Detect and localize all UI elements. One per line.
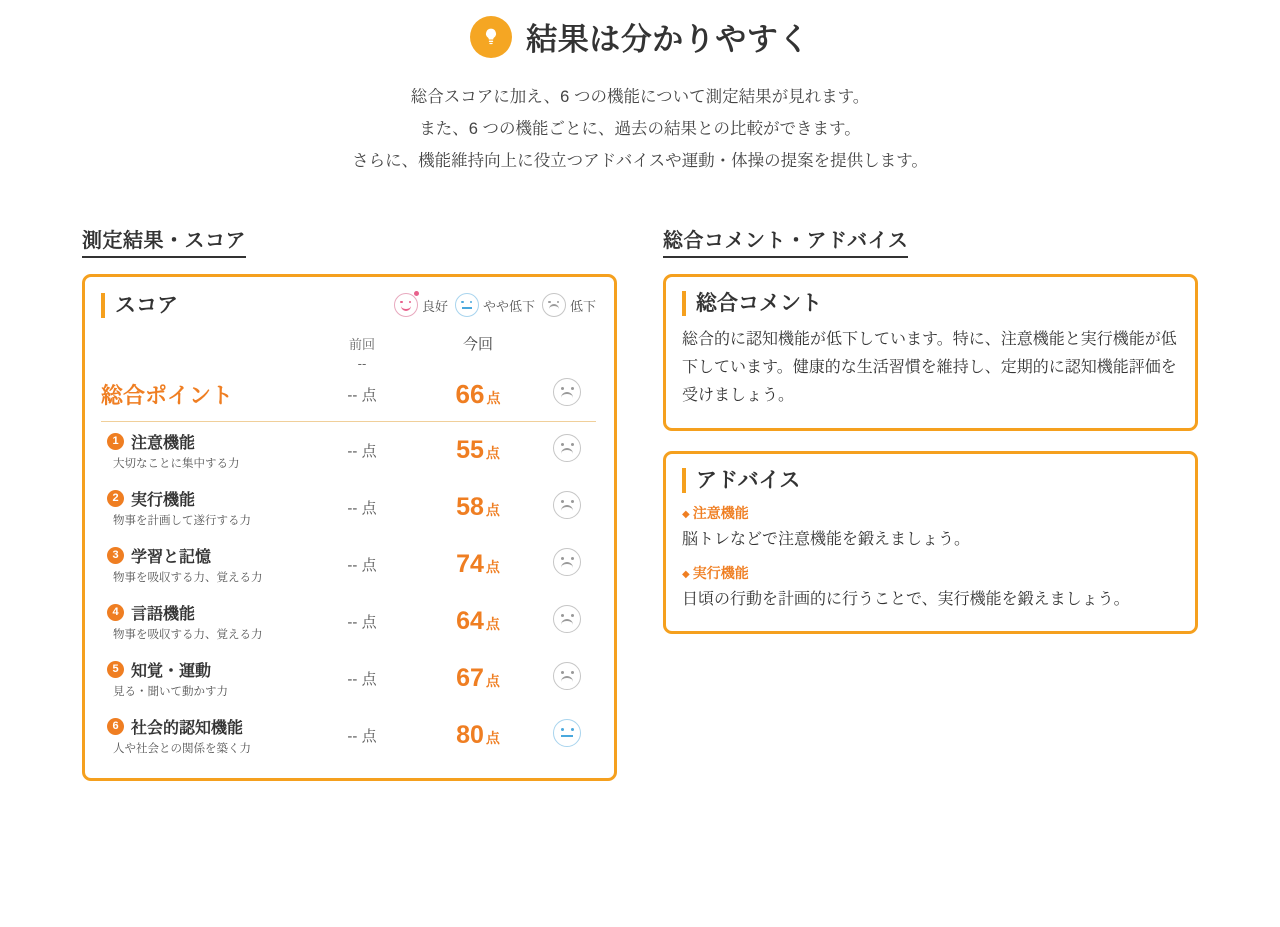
- item-title: 学習と記憶: [131, 548, 212, 566]
- item-score: 80: [456, 720, 484, 749]
- item-score: 58: [456, 492, 484, 521]
- overall-comment-body: 総合的に認知機能が低下しています。特に、注意機能と実行機能が低下しています。健康的な生活習慣を維持し、定期的に認知機能評価を受けましょう。: [682, 330, 1177, 404]
- item-description: 人や社会との関係を築く力: [113, 742, 251, 755]
- advice-item: [682, 503, 1177, 553]
- item-description: 見る・聞いて動かす力: [113, 685, 228, 698]
- item-current-value: [418, 536, 538, 593]
- face-flat-icon: [553, 719, 581, 747]
- item-face-cell: [538, 421, 596, 479]
- item-score: 64: [456, 606, 484, 635]
- item-number-badge: 3: [107, 547, 124, 564]
- total-unit: 点: [486, 389, 501, 406]
- item-name: [101, 544, 306, 567]
- score-legend: [394, 293, 596, 317]
- item-face-cell: [538, 479, 596, 536]
- score-table-subheader-row: [101, 355, 596, 372]
- comment-column: [663, 224, 1198, 635]
- face-sad-icon: [553, 548, 581, 576]
- face-good-icon: [394, 293, 418, 317]
- table-row: [101, 707, 596, 764]
- lightbulb-icon: [470, 16, 512, 58]
- item-cell: [101, 593, 306, 650]
- item-score: 55: [456, 435, 484, 464]
- item-title: 社会的認知機能: [131, 719, 244, 737]
- face-sad-icon: [553, 662, 581, 690]
- item-prev-value: -- 点: [347, 670, 377, 688]
- item-prev-value: -- 点: [347, 442, 377, 460]
- score-table-header-row: [101, 332, 596, 355]
- item-number-badge: 2: [107, 490, 124, 507]
- item-prev-value: -- 点: [347, 499, 377, 517]
- item-unit: 点: [485, 615, 500, 632]
- title-row: [0, 14, 1280, 59]
- legend-good: [394, 293, 448, 317]
- advice-card: [663, 451, 1198, 635]
- item-description: 物事を吸収する力、覚える力: [113, 571, 263, 584]
- face-sad-icon: [553, 434, 581, 462]
- item-unit: 点: [485, 444, 500, 461]
- item-score: 74: [456, 549, 484, 578]
- item-current-value: [418, 650, 538, 707]
- item-current-value: [418, 479, 538, 536]
- advice-item-label: [682, 563, 1177, 583]
- advice-item: [682, 563, 1177, 613]
- item-current-value: [418, 421, 538, 479]
- item-cell: [101, 479, 306, 536]
- total-score: 66: [455, 378, 485, 409]
- column-header-prev: 前回: [348, 336, 375, 352]
- item-current-value: [418, 707, 538, 764]
- score-card-header: [101, 293, 596, 318]
- total-prev-value: -- 点: [306, 372, 418, 422]
- item-unit: 点: [485, 501, 500, 518]
- overall-comment-card: [663, 274, 1198, 431]
- legend-mid: [455, 293, 535, 317]
- face-sad-icon: [553, 491, 581, 519]
- item-number-badge: 1: [107, 433, 124, 450]
- overall-comment-title: 総合コメント: [682, 291, 1177, 316]
- item-prev-value: -- 点: [347, 556, 377, 574]
- face-sad-icon: [542, 293, 566, 317]
- score-card-title: スコア: [101, 293, 178, 318]
- advice-item-label-text: 実行機能: [692, 565, 749, 582]
- item-description: 物事を吸収する力、覚える力: [113, 628, 263, 641]
- page-title: 結果は分かりやすく: [526, 22, 810, 57]
- item-prev-value: -- 点: [347, 613, 377, 631]
- advice-item-text: 脳トレなどで注意機能を鍛えましょう。: [682, 530, 971, 548]
- score-section-heading: 測定結果・スコア: [82, 224, 246, 258]
- total-row: [101, 372, 596, 422]
- item-title: 実行機能: [131, 491, 196, 509]
- item-number-badge: 4: [107, 604, 124, 621]
- table-row: [101, 650, 596, 707]
- face-sad-icon: [553, 605, 581, 633]
- item-title: 言語機能: [131, 605, 196, 623]
- column-header-current: 今回: [462, 335, 493, 353]
- item-description: 大切なことに集中する力: [113, 457, 240, 470]
- item-face-cell: [538, 536, 596, 593]
- item-prev-value: -- 点: [347, 727, 377, 745]
- item-title: 注意機能: [131, 434, 196, 452]
- lead-line-1: 総合スコアに加え、6 つの機能について測定結果が見れます。: [410, 88, 870, 106]
- legend-mid-label: やや低下: [482, 298, 535, 314]
- advice-title: アドバイス: [682, 468, 1177, 493]
- legend-low: [542, 293, 596, 317]
- item-name: [101, 601, 306, 624]
- score-card: [82, 274, 617, 781]
- legend-low-label: 低下: [569, 298, 596, 314]
- item-score: 67: [456, 663, 484, 692]
- face-sad-icon: [553, 378, 581, 406]
- item-number-badge: 6: [107, 718, 124, 735]
- item-unit: 点: [485, 729, 500, 746]
- face-flat-icon: [455, 293, 479, 317]
- table-row: [101, 479, 596, 536]
- total-label: 総合ポイント: [101, 372, 306, 422]
- item-cell: [101, 536, 306, 593]
- item-description: 物事を計画して遂行する力: [113, 514, 251, 527]
- item-unit: 点: [485, 672, 500, 689]
- diamond-bullet-icon: ◆: [682, 569, 690, 581]
- advice-item-label: [682, 503, 1177, 523]
- lead-line-3: さらに、機能維持向上に役立つアドバイスや運動・体操の提案を提供します。: [352, 152, 928, 171]
- table-row: [101, 593, 596, 650]
- item-unit: 点: [485, 558, 500, 575]
- score-column: [82, 224, 617, 781]
- item-face-cell: [538, 593, 596, 650]
- column-header-prev-sub: --: [357, 355, 367, 371]
- item-name: [101, 658, 306, 681]
- advice-item-label-text: 注意機能: [692, 504, 749, 521]
- lead-line-2: また、6 つの機能ごとに、過去の結果との比較ができます。: [419, 120, 861, 139]
- table-row: [101, 421, 596, 479]
- item-face-cell: [538, 650, 596, 707]
- item-number-badge: 5: [107, 661, 124, 678]
- total-face-cell: [538, 372, 596, 422]
- score-table: [101, 332, 596, 764]
- advice-item-text: 日頃の行動を計画的に行うことで、実行機能を鍛えましょう。: [682, 591, 1130, 609]
- table-row: [101, 536, 596, 593]
- page-lead: [0, 81, 1280, 178]
- comment-section-heading: 総合コメント・アドバイス: [663, 224, 908, 258]
- item-name: [101, 715, 306, 738]
- page-header: [0, 0, 1280, 178]
- item-face-cell: [538, 707, 596, 764]
- diamond-bullet-icon: ◆: [682, 508, 690, 520]
- content-columns: [0, 224, 1280, 781]
- total-current-value: [418, 372, 538, 422]
- item-name: [101, 430, 306, 453]
- item-name: [101, 487, 306, 510]
- item-cell: [101, 707, 306, 764]
- item-title: 知覚・運動: [131, 662, 212, 680]
- item-current-value: [418, 593, 538, 650]
- item-cell: [101, 421, 306, 479]
- item-cell: [101, 650, 306, 707]
- legend-good-label: 良好: [421, 298, 448, 314]
